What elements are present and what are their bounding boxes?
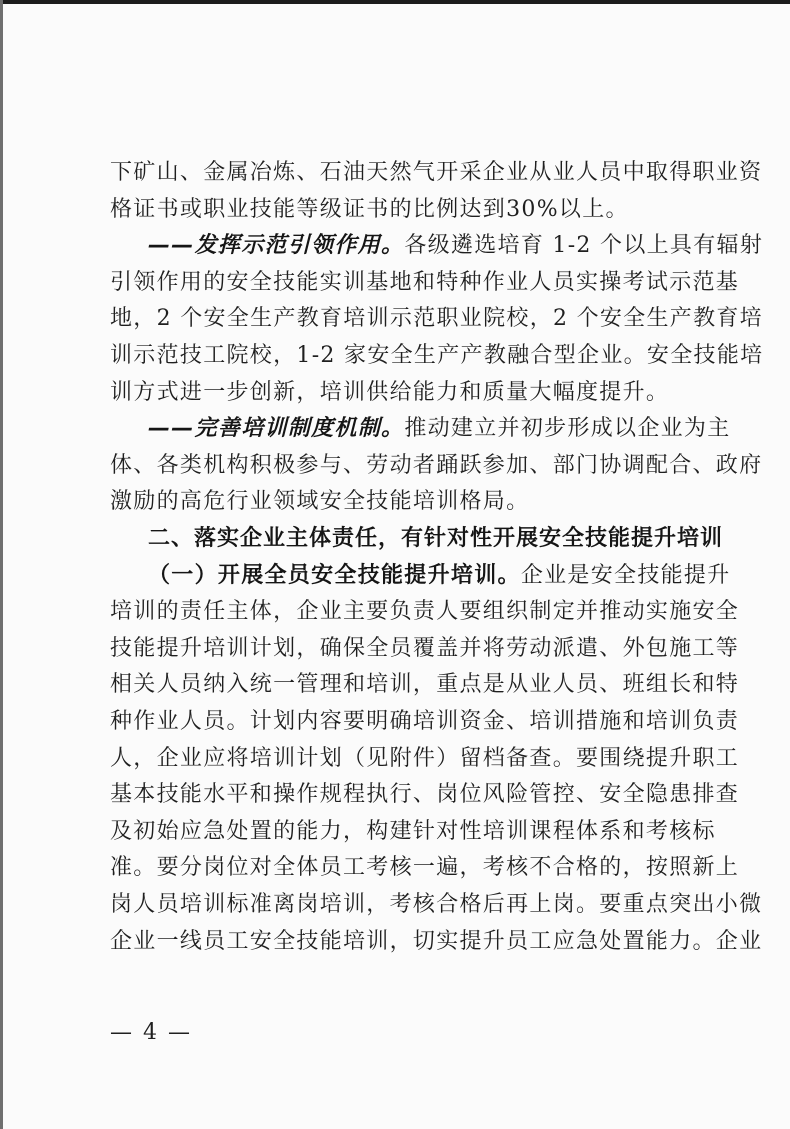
line-text: 格证书或职业技能等级证书的比例达到30%以上。 bbox=[110, 196, 629, 222]
body-line-subsection bbox=[148, 559, 731, 593]
line-text: 体、各类机构积极参与、劳动者踊跃参加、部门协调配合、政府 bbox=[110, 452, 763, 478]
line-text: 岗人员培训标准离岗培训，考核合格后再上岗。要重点突出小微 bbox=[110, 892, 763, 917]
line-text: 推动建立并初步形成以企业为主 bbox=[404, 416, 731, 442]
subsection-heading: （一）开展全员安全技能提升培训。 bbox=[148, 562, 521, 588]
line-text: 企业是安全技能提升 bbox=[520, 562, 731, 588]
body-line bbox=[110, 266, 740, 300]
line-text: 基本技能水平和操作规程执行、岗位风险管控、安全隐患排查 bbox=[110, 782, 740, 808]
line-text: 地，2 个安全生产教育培训示范职业院校，2 个安全生产教育培 bbox=[110, 306, 763, 332]
body-line bbox=[110, 376, 700, 410]
line-text: 培训的责任主体，企业主要负责人要组织制定并推动实施安全 bbox=[110, 599, 740, 625]
body-line bbox=[110, 668, 740, 702]
body-line bbox=[110, 449, 763, 483]
body-line bbox=[110, 742, 740, 776]
body-line bbox=[110, 632, 740, 666]
line-text: 准。要分岗位对全体员工考核一遍，考核不合格的，按照新上 bbox=[110, 855, 740, 881]
line-text: 相关人员纳入统一管理和培训，重点是从业人员、班组长和特 bbox=[110, 672, 740, 698]
body-line bbox=[110, 705, 740, 739]
body-line bbox=[110, 851, 740, 885]
body-line bbox=[110, 193, 700, 227]
goal-heading-mechanism: ——完善培训制度机制。 bbox=[148, 416, 405, 442]
line-text: 激励的高危行业领域安全技能培训格局。 bbox=[110, 489, 530, 515]
line-text: 企业一线员工安全技能培训，切实提升员工应急处置能力。企业 bbox=[110, 928, 763, 954]
line-text: 训方式进一步创新，培训供给能力和质量大幅度提升。 bbox=[110, 379, 670, 405]
line-text: 各级遴选培育 1-2 个以上具有辐射 bbox=[404, 233, 764, 259]
body-line bbox=[110, 156, 763, 190]
goal-heading-demonstration: ——发挥示范引领作用。 bbox=[148, 233, 405, 259]
body-line bbox=[110, 485, 700, 519]
body-line-goal-demonstration bbox=[148, 229, 764, 263]
body-line bbox=[110, 888, 763, 922]
body-line bbox=[110, 925, 763, 959]
section-heading bbox=[148, 522, 748, 556]
scan-top-edge bbox=[0, 0, 790, 4]
line-text: 人，企业应将培训计划（见附件）留档备查。要围绕提升职工 bbox=[110, 745, 740, 771]
line-text: 下矿山、金属冶炼、石油天然气开采企业从业人员中取得职业资 bbox=[110, 160, 763, 185]
line-text: 技能提升培训计划，确保全员覆盖并将劳动派遣、外包施工等 bbox=[110, 635, 740, 661]
body-line bbox=[110, 339, 764, 373]
body-line bbox=[110, 778, 740, 812]
line-text: 引领作用的安全技能实训基地和特种作业人员实操考试示范基 bbox=[110, 269, 740, 295]
line-text: 及初始应急处置的能力，构建针对性培训课程体系和考核标 bbox=[110, 818, 716, 844]
body-line bbox=[110, 815, 716, 849]
scan-left-edge bbox=[0, 0, 3, 1129]
page-number: — 4 — bbox=[110, 1020, 192, 1045]
line-text: 训示范技工院校，1-2 家安全生产产教融合型企业。安全技能培 bbox=[110, 343, 764, 368]
body-line-goal-mechanism bbox=[148, 412, 731, 446]
section-heading-text: 二、落实企业主体责任，有针对性开展安全技能提升培训 bbox=[148, 526, 724, 551]
line-text: 种作业人员。计划内容要明确培训资金、培训措施和培训负责 bbox=[110, 709, 740, 734]
body-line bbox=[110, 302, 763, 336]
body-line bbox=[110, 595, 740, 629]
